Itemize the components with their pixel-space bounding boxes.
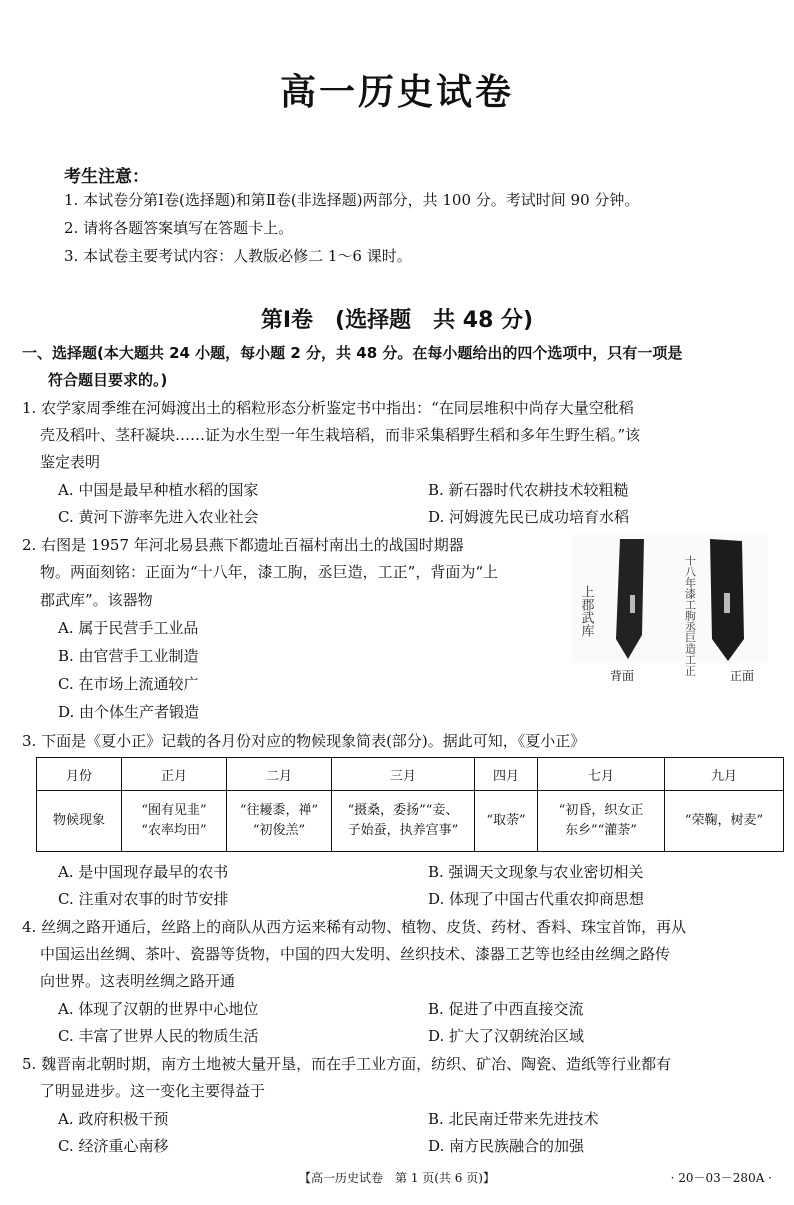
q2-option-d: D. 由个体生产者锻造 — [58, 703, 200, 721]
back-label: 背面 — [610, 669, 635, 683]
table-cell: “荣鞠，树麦” — [665, 791, 784, 852]
phenology-table — [36, 757, 784, 852]
q3-option-d: D. 体现了中国古代重农抑商思想 — [428, 890, 645, 908]
q2-line: 郡武库”。该器物 — [40, 591, 153, 609]
q5-line: 了明显进步。这一变化主要得益于 — [40, 1082, 266, 1100]
q1-option-b: B. 新石器时代农耕技术较粗糙 — [428, 481, 629, 499]
artifact-photo — [572, 535, 768, 687]
table-header: 二月 — [227, 758, 332, 791]
instruction-line: 符合题目要求的。) — [48, 371, 168, 389]
q1-line: 鉴定表明 — [40, 453, 101, 471]
front-label: 正面 — [730, 669, 755, 683]
table-cell: “初昏，织女正 东乡”“灌荼” — [538, 791, 665, 852]
q4-option-d: D. 扩大了汉朝统治区域 — [428, 1027, 585, 1045]
front-inscription: 十八年漆工朐丞巨造工正 — [683, 555, 697, 676]
q5-option-d: D. 南方民族融合的加强 — [428, 1137, 585, 1155]
table-header: 正月 — [122, 758, 227, 791]
q2-line: 物。两面刻铭：正面为“十八年，漆工朐，丞巨造，工正”，背面为“上 — [40, 563, 499, 581]
q2-option-a: A. 属于民营手工业品 — [58, 619, 199, 637]
q3-option-a: A. 是中国现存最早的农书 — [58, 863, 229, 881]
back-inscription: 上郡武库 — [578, 585, 594, 637]
q4-line: 4. 丝绸之路开通后，丝路上的商队从西方运来稀有动物、植物、皮货、药材、香料、珠宝首饰，再从 — [22, 918, 687, 936]
table-row — [37, 791, 784, 852]
q1-option-a: A. 中国是最早种植水稻的国家 — [58, 481, 259, 499]
q4-option-b: B. 促进了中西直接交流 — [428, 1000, 584, 1018]
q4-line: 中国运出丝绸、茶叶、瓷器等货物，中国的四大发明、丝织技术、漆器工艺等也经由丝绸之路传 — [40, 945, 671, 963]
q4-line: 向世界。这表明丝绸之路开通 — [40, 972, 236, 990]
q1-option-c: C. 黄河下游率先进入农业社会 — [58, 508, 259, 526]
table-cell: “囿有见韭” “农率均田” — [122, 791, 227, 852]
q1-option-d: D. 河姆渡先民已成功培育水稻 — [428, 508, 630, 526]
table-cell: “摄桑，委扬”“妾、 子始蚕，执养宫事” — [332, 791, 475, 852]
artifact-image — [572, 535, 768, 687]
notice-item: 1. 本试卷分第Ⅰ卷(选择题)和第Ⅱ卷(非选择题)两部分，共 100 分。考试时间 90 分钟。 — [64, 191, 640, 209]
exam-code: · 20－03－280A · — [670, 1171, 772, 1185]
q2-option-c: C. 在市场上流通较广 — [58, 675, 199, 693]
q3-option-b: B. 强调天文现象与农业密切相关 — [428, 863, 644, 881]
table-header: 三月 — [332, 758, 475, 791]
table-cell: “取荼” — [475, 791, 538, 852]
q4-option-c: C. 丰富了世界人民的物质生活 — [58, 1027, 259, 1045]
q3-line: 3. 下面是《夏小正》记载的各月份对应的物候现象简表(部分)。据此可知，《夏小正》 — [22, 732, 586, 750]
instruction-line: 一、选择题(本大题共 24 小题，每小题 2 分，共 48 分。在每小题给出的四个选项中，只有一项是 — [22, 344, 683, 362]
row-label: 物候现象 — [37, 791, 122, 852]
q1-line: 1. 农学家周季维在河姆渡出土的稻粒形态分析鉴定书中指出：“在同层堆积中尚存大量空秕稻 — [22, 399, 634, 417]
notice-item: 3. 本试卷主要考试内容：人教版必修二 1～6 课时。 — [64, 247, 412, 265]
q2-line: 2. 右图是 1957 年河北易县燕下都遗址百福村南出土的战国时期器 — [22, 536, 464, 554]
table-header-row — [37, 758, 784, 791]
page-footer: 【高一历史试卷 第 1 页(共 6 页)】 — [299, 1171, 495, 1185]
q5-option-a: A. 政府积极干预 — [58, 1110, 169, 1128]
q4-option-a: A. 体现了汉朝的世界中心地位 — [58, 1000, 259, 1018]
table-header: 月份 — [37, 758, 122, 791]
q3-option-c: C. 注重对农事的时节安排 — [58, 890, 229, 908]
q5-line: 5. 魏晋南北朝时期，南方土地被大量开垦，而在手工业方面，纺织、矿冶、陶瓷、造纸等行业都有 — [22, 1055, 672, 1073]
notice-heading: 考生注意： — [64, 167, 149, 187]
table-cell: “往耰黍，禅” “初俊羔” — [227, 791, 332, 852]
notice-item: 2. 请将各题答案填写在答题卡上。 — [64, 219, 294, 237]
q2-option-b: B. 由官营手工业制造 — [58, 647, 199, 665]
q5-option-b: B. 北民南迁带来先进技术 — [428, 1110, 599, 1128]
q5-option-c: C. 经济重心南移 — [58, 1137, 169, 1155]
table-header: 七月 — [538, 758, 665, 791]
table-header: 九月 — [665, 758, 784, 791]
section-title: 第Ⅰ卷 (选择题 共 48 分) — [260, 308, 534, 333]
q1-line: 壳及稻叶、茎秆凝块……证为水生型一年生栽培稻，而非采集稻野生稻和多年生野生稻。”该 — [40, 426, 641, 444]
page-title: 高一历史试卷 — [279, 72, 514, 113]
table-header: 四月 — [475, 758, 538, 791]
